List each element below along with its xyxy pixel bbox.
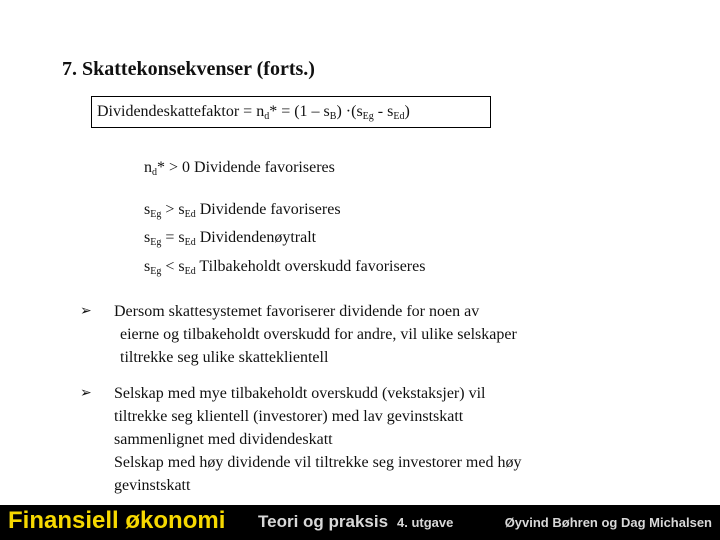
book-edition: 4. utgave (397, 515, 454, 530)
nd-sub: d (152, 167, 157, 178)
book-subtitle: Teori og praksis (258, 512, 389, 531)
case-op: = s (161, 229, 185, 246)
footer-bar (0, 505, 720, 540)
bullet-line: tiltrekke seg ulike skatteklientell (120, 349, 329, 366)
bullet-line: Selskap med høy dividende vil tiltrekke seg investorer med høy (114, 454, 522, 471)
case-text: Dividendenøytralt (195, 229, 317, 246)
case-sub1: Eg (150, 209, 162, 220)
formula-sub-d: d (264, 111, 270, 122)
bullet-line: sammenlignet med dividendeskatt (114, 431, 333, 448)
bullet-item (80, 300, 517, 369)
formula-box (91, 96, 491, 128)
formula-lhs: Dividendeskattefaktor = n (97, 103, 265, 120)
case-line (144, 201, 341, 220)
case-sub1: Eg (150, 237, 162, 248)
case-sub2: Ed (184, 266, 196, 277)
case-s1: s (144, 201, 151, 218)
case-text: Dividende favoriseres (195, 201, 341, 218)
formula-sub-ed: Ed (393, 111, 405, 122)
bullet-line: Dersom skattesystemet favoriserer dividende for noen av (114, 303, 480, 320)
formula-sub-eg: Eg (362, 111, 374, 122)
bullet-line: gevinstskatt (114, 477, 191, 494)
nd-text: * > 0 Dividende favoriseres (157, 159, 335, 176)
nd-condition (144, 159, 335, 178)
case-text: Tilbakeholdt overskudd favoriseres (195, 258, 426, 275)
case-line (144, 229, 316, 248)
book-authors: Øyvind Bøhren og Dag Michalsen (504, 515, 712, 530)
case-op: > s (161, 201, 185, 218)
slide-title: 7. Skattekonsekvenser (forts.) (62, 58, 315, 80)
formula-part4: ) (404, 103, 410, 120)
bullet-item (80, 382, 521, 497)
case-line (144, 258, 425, 277)
formula-part3: - s (373, 103, 394, 120)
case-sub1: Eg (150, 266, 162, 277)
bullet-line: tiltrekke seg klientell (investorer) med lav gevinstskatt (114, 408, 464, 425)
case-sub2: Ed (184, 237, 196, 248)
case-s1: s (144, 258, 151, 275)
book-brand: Finansiell økonomi (8, 507, 226, 534)
bullet-line: eierne og tilbakeholdt overskudd for andre, vil ulike selskaper (120, 326, 517, 343)
case-op: < s (161, 258, 185, 275)
nd-n: n (144, 159, 152, 176)
bullet-line: Selskap med mye tilbakeholdt overskudd (vekstaksjer) vil (114, 385, 486, 402)
case-sub2: Ed (184, 209, 196, 220)
formula-part2: ) ·(s (336, 103, 363, 120)
case-s1: s (144, 229, 151, 246)
arrow-bullet-icon: ➢ (80, 385, 92, 401)
arrow-bullet-icon: ➢ (80, 303, 92, 319)
formula-part1: * = (1 – s (269, 103, 330, 120)
formula-sub-b: B (329, 111, 337, 122)
